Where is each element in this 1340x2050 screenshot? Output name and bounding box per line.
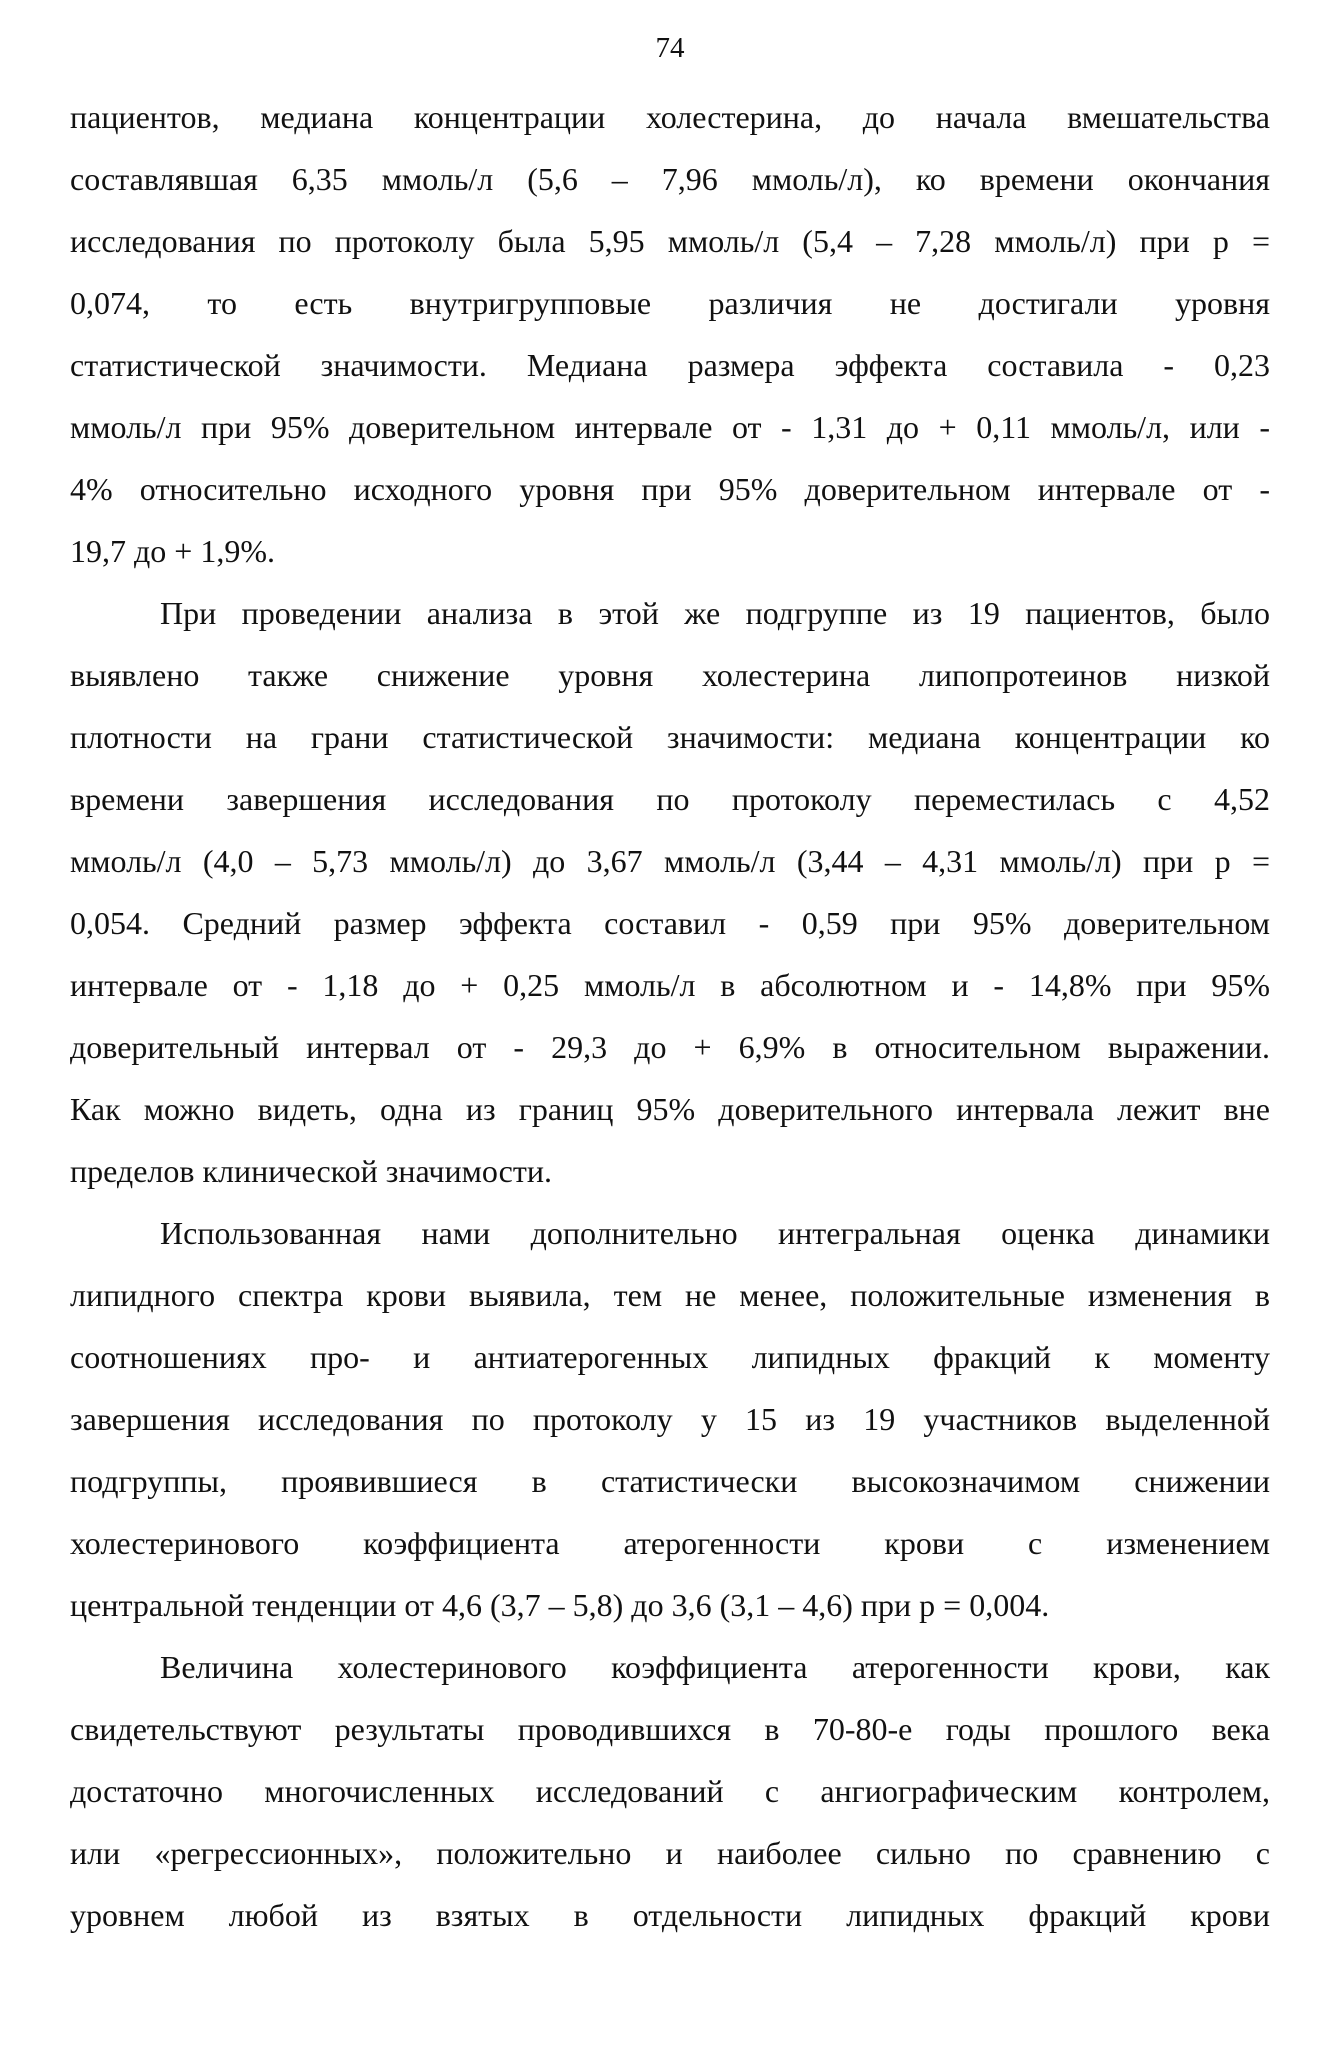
text-line: 0,074, то есть внутригрупповые различия не достигали уровня	[70, 285, 1270, 321]
text-line: ммоль/л при 95% доверительном интервале от - 1,31 до + 0,11 ммоль/л, или -	[70, 409, 1270, 445]
text-line: пациентов, медиана концентрации холестерина, до начала вмешательства	[70, 99, 1270, 135]
text-line: 19,7 до + 1,9%.	[70, 533, 275, 569]
page-number: 74	[655, 32, 685, 64]
paragraph	[70, 1202, 1270, 1636]
text-line: холестеринового коэффициента атерогенности крови с изменением	[70, 1525, 1270, 1561]
text-line: завершения исследования по протоколу у 15 из 19 участников выделенной	[70, 1401, 1270, 1437]
text-line: достаточно многочисленных исследований с ангиографическим контролем,	[70, 1773, 1270, 1809]
text-line: Величина холестеринового коэффициента атерогенности крови, как	[160, 1649, 1270, 1685]
text-line: соотношениях про- и антиатерогенных липидных фракций к моменту	[70, 1339, 1270, 1375]
text-line: или «регрессионных», положительно и наиболее сильно по сравнению с	[70, 1835, 1270, 1871]
text-line: времени завершения исследования по протоколу переместилась с 4,52	[70, 781, 1270, 817]
text-line: Использованная нами дополнительно интегральная оценка динамики	[160, 1215, 1270, 1251]
text-line: уровнем любой из взятых в отдельности липидных фракций крови	[70, 1897, 1270, 1933]
text-line: свидетельствуют результаты проводившихся в 70-80-е годы прошлого века	[70, 1711, 1270, 1747]
text-line: Как можно видеть, одна из границ 95% доверительного интервала лежит вне	[70, 1091, 1270, 1127]
paragraph	[70, 582, 1270, 1202]
text-line: 4% относительно исходного уровня при 95% доверительном интервале от -	[70, 471, 1270, 507]
text-line: При проведении анализа в этой же подгруппе из 19 пациентов, было	[160, 595, 1270, 631]
text-line: выявлено также снижение уровня холестерина липопротеинов низкой	[70, 657, 1270, 693]
text-line: составлявшая 6,35 ммоль/л (5,6 – 7,96 ммоль/л), ко времени окончания	[70, 161, 1270, 197]
text-line: центральной тенденции от 4,6 (3,7 – 5,8) до 3,6 (3,1 – 4,6) при р = 0,004.	[70, 1587, 1050, 1623]
text-line: интервале от - 1,18 до + 0,25 ммоль/л в абсолютном и - 14,8% при 95%	[70, 967, 1270, 1003]
text-line: подгруппы, проявившиеся в статистически высокозначимом снижении	[70, 1463, 1270, 1499]
paragraph	[70, 1636, 1270, 1946]
text-line: ммоль/л (4,0 – 5,73 ммоль/л) до 3,67 ммоль/л (3,44 – 4,31 ммоль/л) при р =	[70, 843, 1270, 879]
paragraph	[70, 86, 1270, 582]
text-line: пределов клинической значимости.	[70, 1153, 552, 1189]
text-line: липидного спектра крови выявила, тем не менее, положительные изменения в	[70, 1277, 1270, 1313]
body-text	[70, 86, 1270, 1946]
text-line: статистической значимости. Медиана размера эффекта составила - 0,23	[70, 347, 1270, 383]
text-line: исследования по протоколу была 5,95 ммоль/л (5,4 – 7,28 ммоль/л) при р =	[70, 223, 1270, 259]
text-line: доверительный интервал от - 29,3 до + 6,9% в относительном выражении.	[70, 1029, 1270, 1065]
text-line: плотности на грани статистической значимости: медиана концентрации ко	[70, 719, 1270, 755]
text-line: 0,054. Средний размер эффекта составил - 0,59 при 95% доверительном	[70, 905, 1270, 941]
